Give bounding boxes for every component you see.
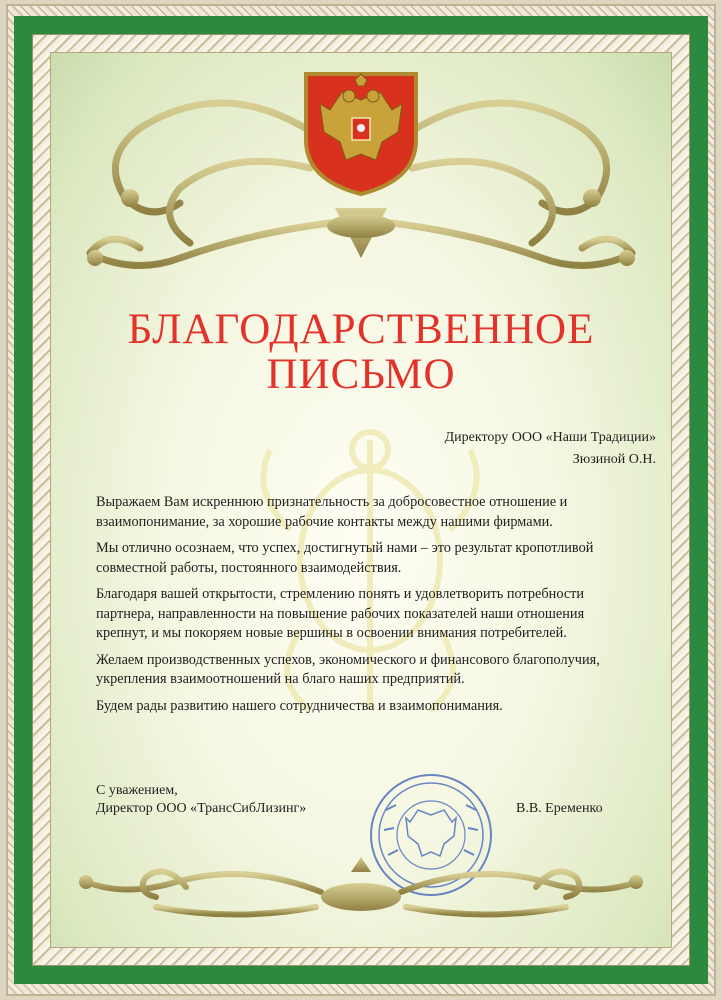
addressee-position: Директору ООО «Наши Традиции» (444, 430, 656, 445)
signer-position: Директор ООО «ТрансСибЛизинг» (96, 801, 307, 816)
title-line-2: ПИСЬМО (266, 351, 456, 398)
title-line-1: БЛАГОДАРСТВЕННОЕ (127, 306, 595, 353)
paragraph: Выражаем Вам искреннюю признательность за добросовестное отношение и взаимопонимание, за хорошие рабочие контакты между нашими фирмами. (96, 494, 568, 530)
signer-name: В.В. Еременко (516, 801, 603, 816)
closing-text: С уважением, (96, 783, 178, 798)
coat-of-arms-icon (300, 70, 422, 198)
addressee-name: Зюзиной О.Н. (572, 452, 656, 467)
paragraph: Будем рады развитию нашего сотрудничества и взаимопонимания. (96, 697, 503, 714)
paragraph: Благодаря вашей открытости, стремлению понять и удовлетворить потребности партнера, направленности на повышение рабочих показателей наши отношения крепнут, и мы покоряем новые вершины в освоении внимания потребителей. (96, 586, 585, 641)
paragraph: Желаем производственных успехов, экономического и финансового благополучия, укрепления взаимоотношений на благо наших предприятий. (96, 651, 600, 687)
paragraph: Мы отлично осознаем, что успех, достигнутый нами – это результат кропотливой совместной работы, постоянного взаимодействия. (96, 540, 594, 576)
ornament-bottom (66, 852, 656, 932)
letter-body (96, 493, 636, 723)
